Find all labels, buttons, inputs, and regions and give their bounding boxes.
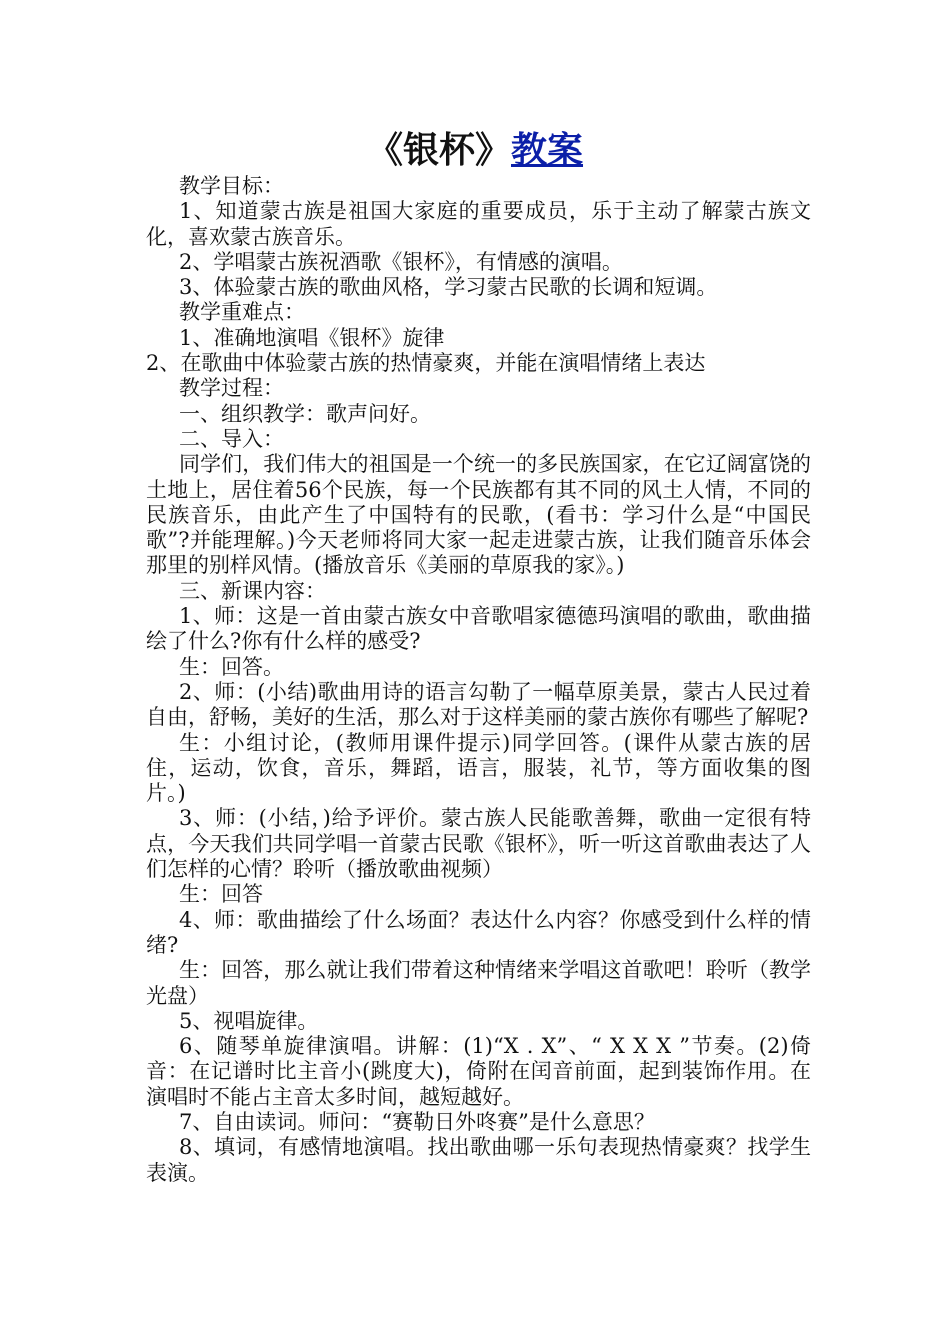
title-link[interactable]: 教案 xyxy=(511,129,584,171)
paragraph: 教学重难点： xyxy=(179,300,305,325)
paragraph: 生：回答，那么就让我们带着这种情绪来学唱这首歌吧！聆听（教学光盘） xyxy=(146,958,811,1008)
paragraph: 1、知道蒙古族是祖国大家庭的重要成员，乐于主动了解蒙古族文化，喜欢蒙古族音乐。 xyxy=(146,199,811,249)
document-body xyxy=(146,174,811,1186)
paragraph: 2、师：(小结)歌曲用诗的语言勾勒了一幅草原美景，蒙古人民过着自由，舒畅，美好的生活，那么对于这样美丽的蒙古族你有哪些了解呢? xyxy=(146,679,811,730)
paragraph: 一、组织教学：歌声问好。 xyxy=(179,401,431,426)
paragraph: 2、学唱蒙古族祝酒歌《银杯》，有情感的演唱。 xyxy=(179,249,623,274)
paragraph: 5、视唱旋律。 xyxy=(179,1008,319,1033)
paragraph: 教学过程： xyxy=(179,376,284,401)
paragraph: 同学们，我们伟大的祖国是一个统一的多民族国家，在它辽阔富饶的土地上，居住着56个民族，每一个民族都有其不同的风土人情，不同的民族音乐，由此产生了中国特有的民歌，(看书：学习什么是“中国民歌”?并能理解。)今天老师将同大家一起走进蒙古族，让我们随音乐体会那里的别样风情。(播放音乐《美丽的草原我的家》。) xyxy=(146,452,811,578)
paragraph: 2、在歌曲中体验蒙古族的热情豪爽，并能在演唱情绪上表达 xyxy=(146,351,706,376)
paragraph: 生：回答 xyxy=(179,882,263,907)
paragraph: 1、师：这是一首由蒙古族女中音歌唱家德德玛演唱的歌曲，歌曲描绘了什么?你有什么样的感受? xyxy=(146,604,811,654)
paragraph: 3、师：(小结，)给予评价。蒙古族人民能歌善舞，歌曲一定很有特点，今天我们共同学唱一首蒙古民歌《银杯》，听一听这首歌曲表达了人们怎样的心情？聆听（播放歌曲视频） xyxy=(146,806,811,882)
page-title xyxy=(0,124,950,176)
paragraph: 7、自由读词。师问：“赛勒日外咚赛”是什么意思？ xyxy=(179,1109,655,1134)
paragraph: 3、体验蒙古族的歌曲风格，学习蒙古民歌的长调和短调。 xyxy=(179,275,718,300)
paragraph: 6、随琴单旋律演唱。讲解：(1)“X . X”、“ X X X ”节奏。(2)倚音：在记谱时比主音小(跳度大)，倚附在闰音前面，起到装饰作用。在演唱时不能占主音太多时间，越短越好。 xyxy=(146,1034,811,1109)
paragraph: 4、师：歌曲描绘了什么场面？表达什么内容？你感受到什么样的情绪? xyxy=(146,907,811,957)
title-text: 《银杯》 xyxy=(366,129,511,171)
paragraph: 8、填词，有感情地演唱。找出歌曲哪一乐句表现热情豪爽？找学生表演。 xyxy=(146,1135,811,1185)
paragraph: 教学目标： xyxy=(179,174,284,198)
paragraph: 二、导入： xyxy=(179,426,284,451)
paragraph: 三、新课内容： xyxy=(179,578,326,603)
paragraph: 生：回答。 xyxy=(179,654,284,679)
paragraph: 1、准确地演唱《银杯》旋律 xyxy=(179,325,445,350)
paragraph: 生：小组讨论，(教师用课件提示)同学回答。(课件从蒙古族的居住，运动，饮食，音乐，舞蹈，语言，服装，礼节，等方面收集的图片。) xyxy=(146,730,811,806)
